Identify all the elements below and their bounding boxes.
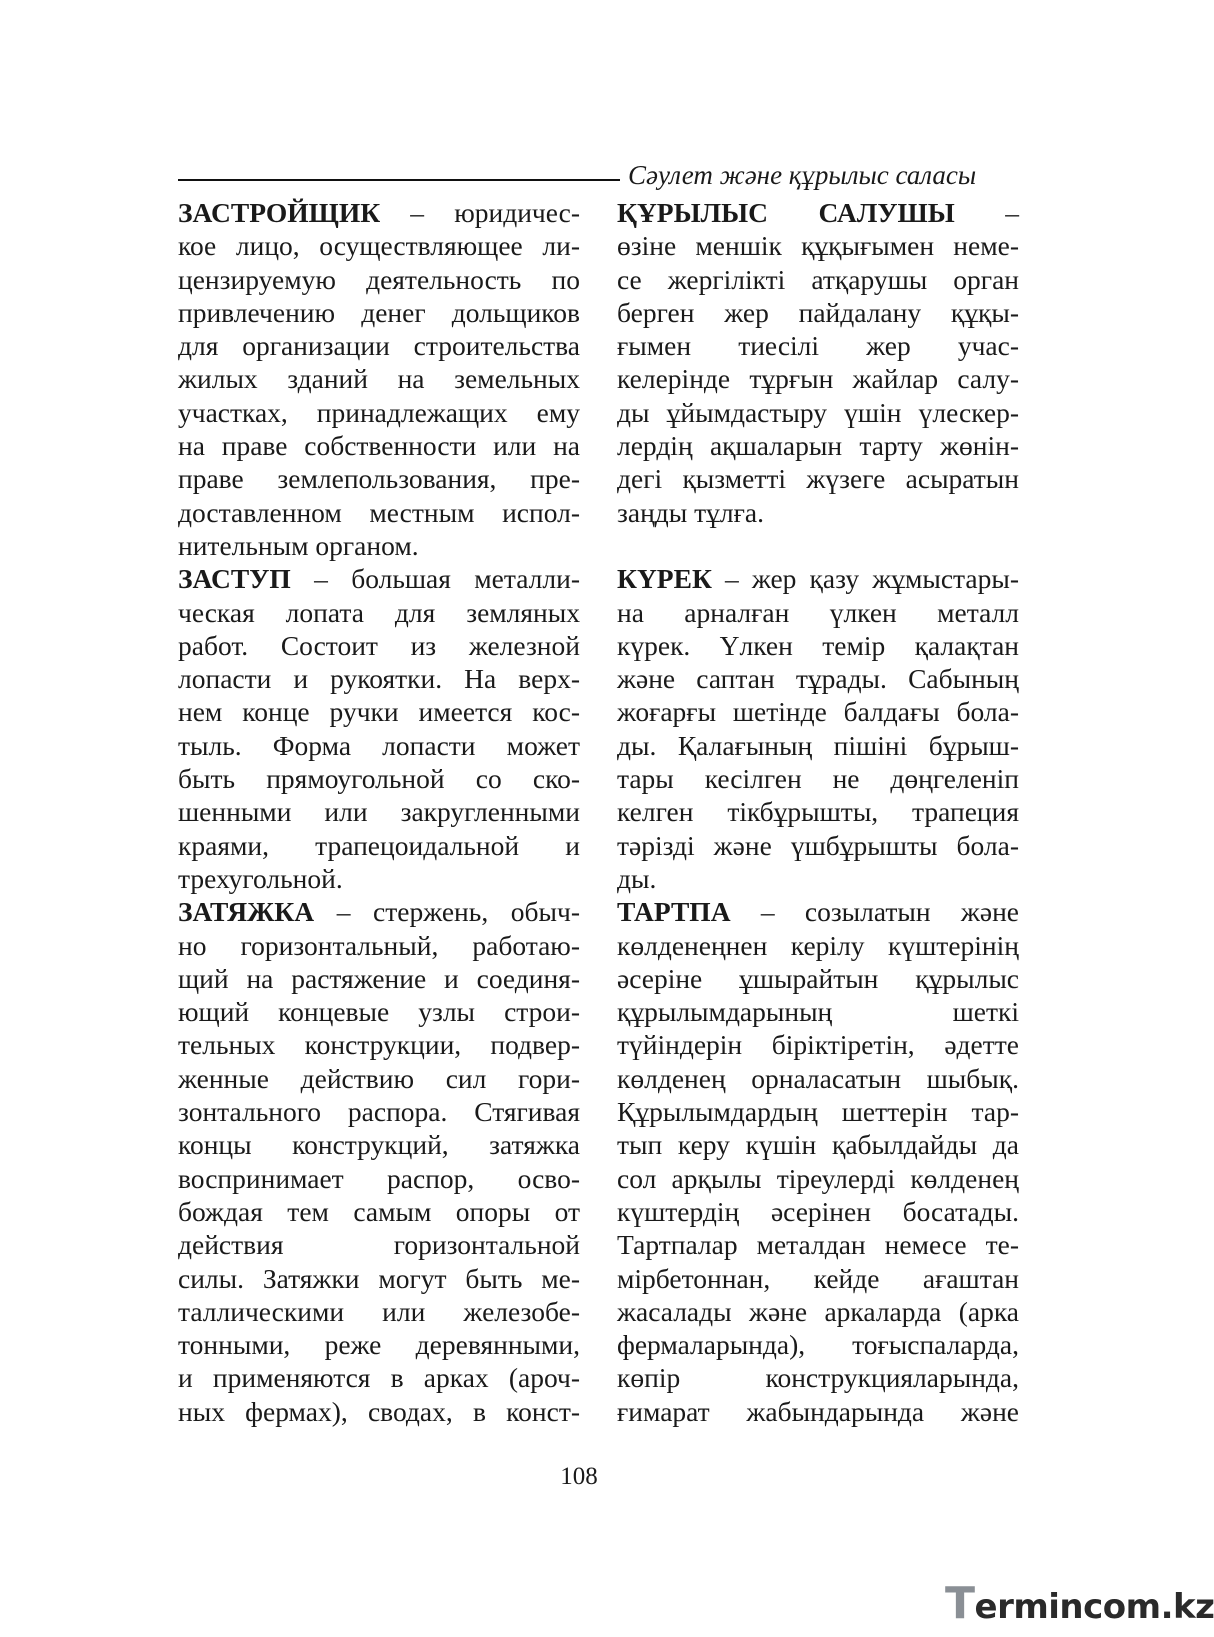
entry-line: және саптан тұрады. Сабының [617, 663, 1019, 695]
entry-line: женные действию сил гори- [178, 1062, 580, 1094]
entry-line: для организации строительства [178, 330, 580, 362]
entry-line: привлечению денег дольщиков [178, 296, 580, 328]
entry-zastroyshchik [178, 196, 580, 562]
entry-tartpa [617, 895, 1019, 1428]
entry-term: ҚҰРЫЛЫС САЛУШЫ [617, 197, 955, 228]
entry-line: берген жер пайдалану құқы- [617, 296, 1019, 328]
entry-line: ды. Қалағының пішіні бұрыш- [617, 729, 1019, 761]
entry-line: бождая тем самым опоры от [178, 1195, 580, 1227]
watermark-logo [945, 1578, 1214, 1629]
entry-text: – созылатын және [730, 896, 1019, 928]
entry-line: көлденеңнен керілу күштерінің [617, 929, 1019, 961]
entry-line: на праве собственности или на [178, 430, 580, 462]
entry-qurylys-salushy [617, 196, 1019, 529]
entry-line: ды. [617, 862, 657, 894]
entry-line: лердің ақшаларын тарту жөнін- [617, 430, 1019, 462]
entry-term: КҮРЕК [617, 563, 712, 595]
entry-line: концы конструкций, затяжка [178, 1129, 580, 1161]
entry-line: ческая лопата для земляных [178, 596, 580, 628]
header-rule [178, 179, 620, 181]
entry-line: көлденең орналасатын шыбық. [617, 1062, 1019, 1094]
entry-line: но горизонтальный, работаю- [178, 929, 580, 961]
entry-line: краями, трапецоидальной и [178, 829, 580, 861]
entry-line: көпір конструкцияларында, [617, 1362, 1019, 1394]
entry-term: ЗАТЯЖКА [178, 896, 315, 928]
entry-line: тып керу күшін қабылдайды да [617, 1129, 1019, 1161]
entry-line: лопасти и рукоятки. На верх- [178, 663, 580, 695]
entry-line: күштердің әсерінен босатады. [617, 1195, 1019, 1227]
entry-line: тары кесілген не дөңгеленіп [617, 763, 1019, 795]
entry-line: түйіндерін біріктіретін, әдетте [617, 1029, 1019, 1061]
entry-term: ЗАСТРОЙЩИК [178, 197, 381, 228]
entry-line: құрылымдарының шеткі [617, 996, 1019, 1028]
entry-text: – юридичес- [380, 197, 580, 228]
entry-line: шенными или закругленными [178, 796, 580, 828]
entry-line: ғимарат жабындарында және [617, 1395, 1019, 1427]
entry-line: праве землепользования, пре- [178, 463, 580, 495]
entry-line: мірбетоннан, кейде ағаштан [617, 1262, 1019, 1294]
entry-first-line [178, 562, 580, 595]
entry-line: ющий концевые узлы строи- [178, 996, 580, 1028]
entry-first-line [617, 895, 1019, 928]
entry-line: ды ұйымдастыру үшін үлескер- [617, 396, 1019, 428]
entry-line: келген тікбұрышты, трапеция [617, 796, 1019, 828]
entry-first-line [178, 196, 580, 229]
entry-term: ТАРТПА [617, 896, 731, 928]
entry-line: силы. Затяжки могут быть ме- [178, 1262, 580, 1294]
left-column [178, 196, 580, 1428]
entry-line: келерінде тұрғын жайлар салу- [617, 363, 1019, 395]
entry-line: тәрізді және үшбұрышты бола- [617, 829, 1019, 861]
entry-first-line [617, 562, 1019, 595]
entry-line: воспринимает распор, осво- [178, 1162, 580, 1194]
entry-line: действия горизонтальной [178, 1229, 580, 1261]
entry-text: – [954, 197, 1019, 228]
entry-zastup [178, 562, 580, 895]
entry-line: на арналған үлкен металл [617, 596, 1019, 628]
entry-line: фермаларында), тоғыспаларда, [617, 1329, 1019, 1361]
entry-first-line [617, 196, 1019, 229]
entry-text: – стержень, обыч- [314, 896, 580, 928]
watermark-initial: T [945, 1578, 975, 1629]
entry-line: быть прямоугольной со ско- [178, 763, 580, 795]
page-number: 108 [560, 1463, 598, 1490]
entry-line: нительным органом. [178, 529, 419, 561]
entry-line: цензируемую деятельность по [178, 263, 580, 295]
entry-text: – жер қазу жұмыстары- [711, 563, 1019, 595]
entry-line: әсеріне ұшырайтын құрылыс [617, 962, 1019, 994]
entry-line: тыль. Форма лопасти может [178, 729, 580, 761]
entry-line: Құрылымдардың шеттерін тар- [617, 1096, 1019, 1128]
right-column [617, 196, 1019, 1428]
entry-line: Тартпалар металдан немесе те- [617, 1229, 1019, 1261]
entry-line: тонными, реже деревянными, [178, 1329, 580, 1361]
watermark-text: ermincom.kz [974, 1587, 1214, 1627]
entry-line: жилых зданий на земельных [178, 363, 580, 395]
entry-line: участках, принадлежащих ему [178, 396, 580, 428]
entry-line: дегі қызметті жүзеге асыратын [617, 463, 1019, 495]
entry-line: тельных конструкции, подвер- [178, 1029, 580, 1061]
entry-line: работ. Состоит из железной [178, 629, 580, 661]
entry-line: нем конце ручки имеется кос- [178, 696, 580, 728]
running-header: Сәулет және құрылыс саласы [628, 160, 977, 190]
entry-line: зонтального распора. Стягивая [178, 1096, 580, 1128]
entry-line: трехугольной. [178, 862, 343, 894]
entry-line: и применяются в арках (aроч- [178, 1362, 580, 1394]
entry-line: щий на растяжение и соединя- [178, 962, 580, 994]
entry-kurek [617, 562, 1019, 895]
entry-zatyazhka [178, 895, 580, 1428]
entry-term: ЗАСТУП [178, 563, 291, 595]
entry-line: ғымен тиесілі жер учас- [617, 330, 1019, 362]
entry-text: – большая металли- [290, 563, 580, 595]
entry-line: кое лицо, осуществляющее ли- [178, 230, 580, 262]
entry-line: жасалады және аркаларда (арка [617, 1295, 1019, 1327]
entry-line: күрек. Үлкен темір қалақтан [617, 629, 1019, 661]
entry-line: заңды тұлға. [617, 496, 764, 528]
entry-line: се жергілікті атқарушы орган [617, 263, 1019, 295]
entry-line: таллическими или железобе- [178, 1295, 580, 1327]
entry-line: ных фермах), сводах, в конст- [178, 1395, 580, 1427]
entry-line: доставленном местным испол- [178, 496, 580, 528]
entry-gap [617, 529, 1019, 562]
entry-line: жоғарғы шетінде балдағы бола- [617, 696, 1019, 728]
entry-line: өзіне меншік құқығымен неме- [617, 230, 1019, 262]
entry-line: сол арқылы тіреулерді көлденең [617, 1162, 1019, 1194]
entry-first-line [178, 895, 580, 928]
